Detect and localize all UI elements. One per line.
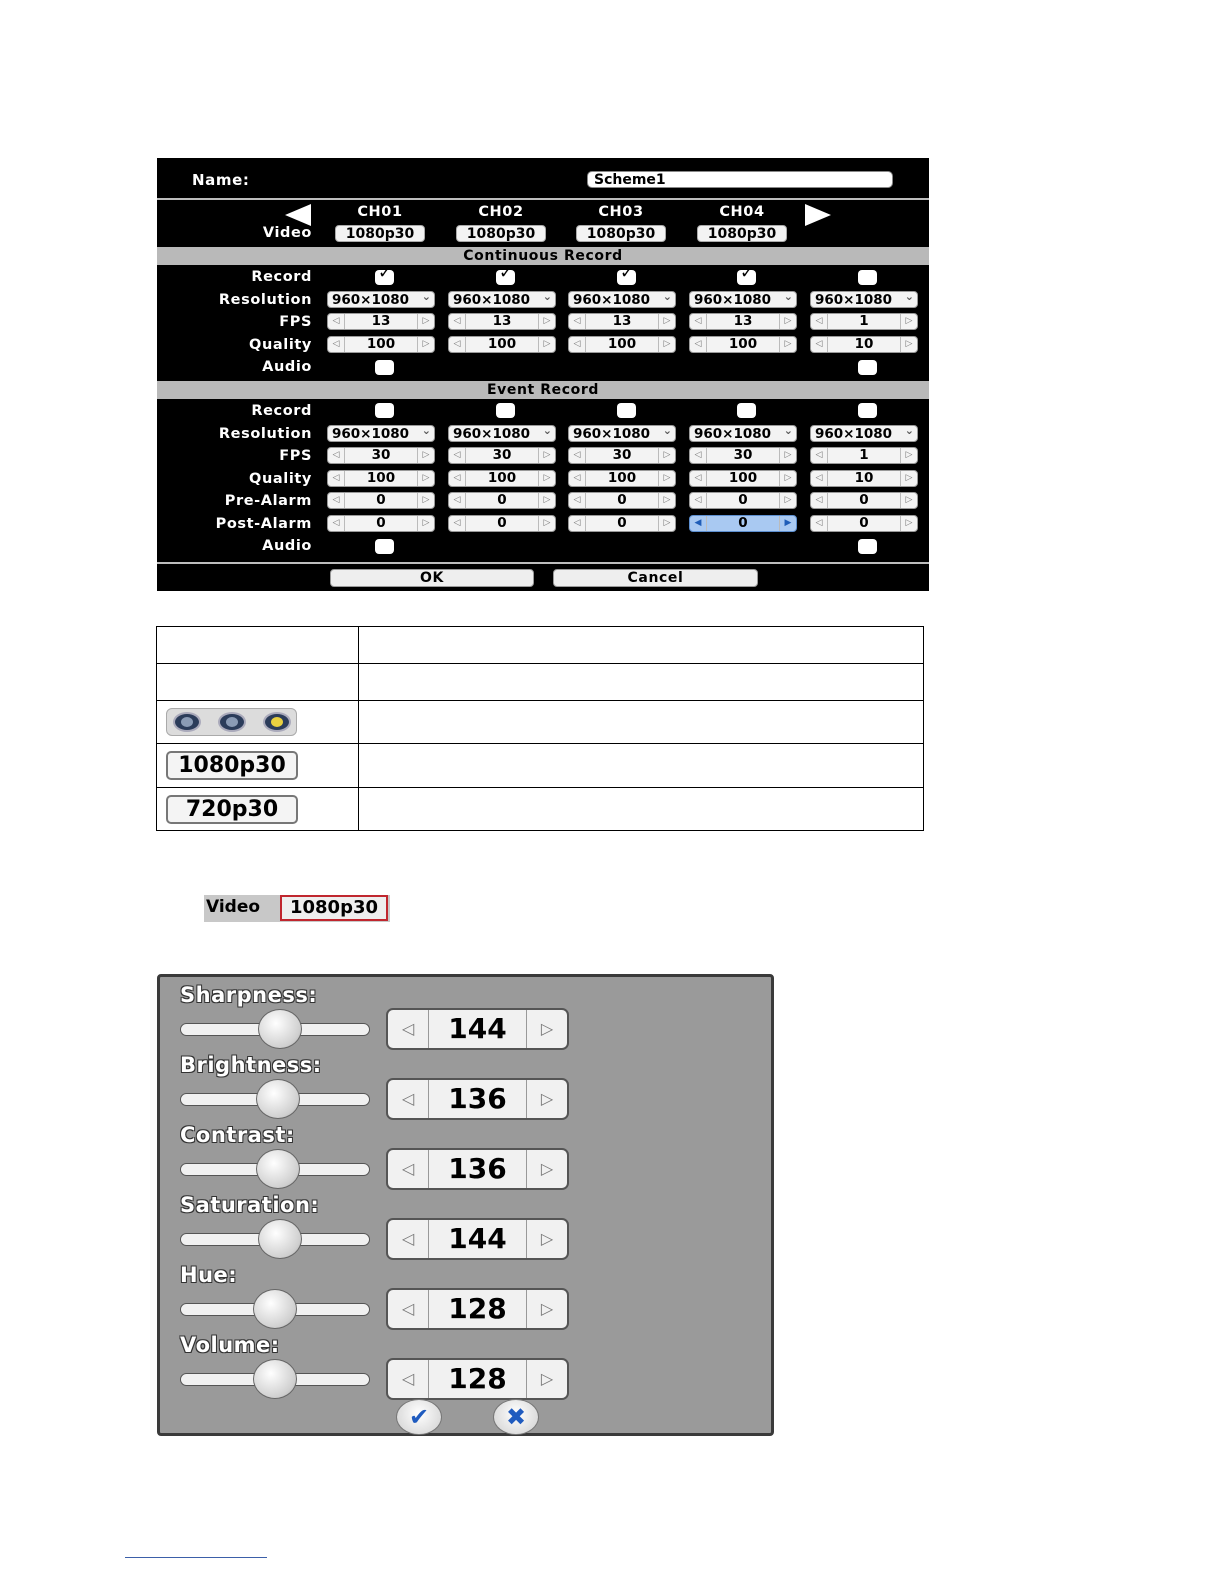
right-arrow-icon[interactable]: ▷	[526, 1080, 567, 1118]
video-format-ch03[interactable]: 1080p30	[576, 225, 666, 242]
cont-record-checkbox-5[interactable]	[858, 270, 877, 285]
cont-fps-label: FPS	[279, 314, 312, 330]
hue-slider-knob[interactable]	[253, 1289, 297, 1329]
event-quality-stepper-2[interactable]: ◁ 100 ▷	[448, 470, 556, 487]
scheme-name-input[interactable]: Scheme1	[587, 171, 893, 188]
event-fps-stepper-4[interactable]: ◁ 30 ▷	[689, 447, 797, 464]
right-arrow-icon[interactable]: ▷	[658, 448, 675, 463]
left-arrow-icon[interactable]: ◁	[449, 516, 466, 531]
video-format-highlight[interactable]: 1080p30	[280, 895, 388, 921]
event-pre-alarm-stepper-1[interactable]: ◁ 0 ▷	[327, 492, 435, 509]
right-arrow-icon[interactable]: ▷	[417, 314, 434, 329]
sharpness-stepper[interactable]: ◁ 144 ▷	[386, 1008, 569, 1050]
left-arrow-icon[interactable]: ◁	[690, 448, 707, 463]
right-arrow-icon[interactable]: ▷	[779, 493, 796, 508]
right-arrow-icon[interactable]: ▷	[538, 493, 555, 508]
event-fps-label: FPS	[279, 448, 312, 464]
left-arrow-icon[interactable]: ◁	[690, 337, 707, 352]
cont-resolution-select-5[interactable]: 960×1080 ⌄	[810, 291, 918, 308]
right-arrow-icon[interactable]: ▷	[900, 471, 917, 486]
event-pre-alarm-stepper-4[interactable]: ◁ 0 ▷	[689, 492, 797, 509]
saturation-slider-knob[interactable]	[258, 1219, 302, 1259]
cont-resolution-select-1[interactable]: 960×1080 ⌄	[327, 291, 435, 308]
video-format-ch02[interactable]: 1080p30	[456, 225, 546, 242]
left-arrow-icon[interactable]: ◁	[388, 1150, 429, 1188]
event-post-alarm-stepper-1[interactable]: ◁ 0 ▷	[327, 515, 435, 532]
contrast-slider-knob[interactable]	[256, 1149, 300, 1189]
brightness-label: Brightness:	[180, 1053, 322, 1077]
video-format-ch01[interactable]: 1080p30	[335, 225, 425, 242]
right-arrow-icon[interactable]: ▷	[417, 493, 434, 508]
event-record-checkbox-5[interactable]	[858, 403, 877, 418]
cont-quality-label: Quality	[249, 337, 312, 353]
right-arrow-icon[interactable]: ▷	[538, 471, 555, 486]
event-audio-checkbox-5[interactable]	[858, 539, 877, 554]
video-label: Video	[262, 225, 312, 241]
adjust-dot-icon	[173, 712, 201, 732]
right-arrow-icon[interactable]: ▷	[658, 516, 675, 531]
right-arrow-icon[interactable]: ▷	[900, 314, 917, 329]
footer-link-underline	[125, 1557, 267, 1558]
cont-quality-stepper-1[interactable]: ◁ 100 ▷	[327, 336, 435, 353]
cont-quality-stepper-4[interactable]: ◁ 100 ▷	[689, 336, 797, 353]
left-arrow-icon[interactable]: ◁	[388, 1010, 429, 1048]
left-arrow-icon[interactable]: ◁	[328, 471, 345, 486]
confirm-check-icon[interactable]: ✔	[396, 1399, 442, 1435]
event-post-alarm-stepper-4[interactable]: ◀ 0 ▶	[689, 515, 797, 532]
event-resolution-select-5[interactable]: 960×1080 ⌄	[810, 425, 918, 442]
left-arrow-icon[interactable]: ◁	[569, 516, 586, 531]
right-arrow-icon[interactable]: ▷	[658, 337, 675, 352]
table-row	[157, 701, 924, 744]
left-arrow-icon[interactable]: ◁	[569, 471, 586, 486]
event-record-checkbox-1[interactable]	[375, 403, 394, 418]
channel-header-ch03: CH03	[598, 204, 644, 220]
event-resolution-select-1[interactable]: 960×1080 ⌄	[327, 425, 435, 442]
record-scheme-panel	[157, 158, 929, 591]
cont-resolution-select-2[interactable]: 960×1080 ⌄	[448, 291, 556, 308]
left-arrow-icon[interactable]: ◁	[388, 1080, 429, 1118]
left-arrow-icon[interactable]: ◁	[569, 493, 586, 508]
right-arrow-icon[interactable]: ▷	[538, 337, 555, 352]
left-arrow-icon[interactable]: ◁	[388, 1360, 429, 1398]
table-row	[157, 664, 924, 701]
left-arrow-icon[interactable]: ◁	[811, 314, 828, 329]
contrast-stepper[interactable]: ◁ 136 ▷	[386, 1148, 569, 1190]
left-arrow-icon[interactable]: ◁	[569, 314, 586, 329]
cont-fps-stepper-5[interactable]: ◁ 1 ▷	[810, 313, 918, 330]
table-row	[157, 627, 924, 664]
event-post-alarm-stepper-5[interactable]: ◁ 0 ▷	[810, 515, 918, 532]
image-adjust-icon	[166, 708, 297, 736]
description-table	[156, 626, 924, 831]
cont-audio-label: Audio	[262, 359, 312, 375]
cont-record-checkbox-3[interactable]	[617, 270, 636, 285]
sharpness-slider-knob[interactable]	[258, 1009, 302, 1049]
cont-fps-stepper-3[interactable]: ◁ 13 ▷	[568, 313, 676, 330]
continuous-record-header: Continuous Record	[157, 247, 929, 265]
event-record-checkbox-2[interactable]	[496, 403, 515, 418]
name-label: Name:	[192, 171, 250, 189]
left-arrow-icon[interactable]: ◁	[449, 337, 466, 352]
right-arrow-icon[interactable]: ▷	[417, 516, 434, 531]
right-arrow-icon[interactable]: ▷	[658, 471, 675, 486]
channel-header-ch01: CH01	[357, 204, 403, 220]
cont-record-checkbox-2[interactable]	[496, 270, 515, 285]
event-audio-checkbox-1[interactable]	[375, 539, 394, 554]
right-arrow-icon[interactable]: ▷	[417, 337, 434, 352]
right-arrow-icon[interactable]: ▷	[779, 471, 796, 486]
event-resolution-select-4[interactable]: 960×1080 ⌄	[689, 425, 797, 442]
left-arrow-icon[interactable]: ◁	[449, 448, 466, 463]
cont-resolution-select-3[interactable]: 960×1080 ⌄	[568, 291, 676, 308]
left-arrow-icon[interactable]: ◁	[811, 493, 828, 508]
left-arrow-icon[interactable]: ◁	[449, 471, 466, 486]
left-arrow-icon[interactable]: ◁	[388, 1220, 429, 1258]
left-arrow-icon[interactable]: ◁	[811, 337, 828, 352]
right-arrow-icon[interactable]: ▷	[538, 516, 555, 531]
event-record-checkbox-3[interactable]	[617, 403, 636, 418]
event-quality-stepper-1[interactable]: ◁ 100 ▷	[327, 470, 435, 487]
volume-label: Volume:	[180, 1333, 280, 1357]
event-resolution-label: Resolution	[218, 426, 312, 442]
table-row	[157, 744, 924, 788]
video-720p30-button-sample: 720p30	[166, 795, 298, 824]
event-quality-stepper-4[interactable]: ◁ 100 ▷	[689, 470, 797, 487]
right-arrow-icon[interactable]: ▷	[900, 337, 917, 352]
cont-record-checkbox-4[interactable]	[737, 270, 756, 285]
brightness-slider-knob[interactable]	[256, 1079, 300, 1119]
event-fps-stepper-1[interactable]: ◁ 30 ▷	[327, 447, 435, 464]
event-audio-label: Audio	[262, 538, 312, 554]
color-dot-icon	[263, 712, 291, 732]
brightness-stepper[interactable]: ◁ 136 ▷	[386, 1078, 569, 1120]
left-arrow-icon[interactable]: ◁	[811, 448, 828, 463]
right-arrow-icon[interactable]: ▷	[658, 314, 675, 329]
cont-record-label: Record	[251, 269, 312, 285]
left-arrow-icon[interactable]: ◁	[569, 337, 586, 352]
right-arrow-icon[interactable]: ▷	[538, 448, 555, 463]
event-pre-alarm-stepper-5[interactable]: ◁ 0 ▷	[810, 492, 918, 509]
cont-fps-stepper-1[interactable]: ◁ 13 ▷	[327, 313, 435, 330]
left-arrow-icon[interactable]: ◁	[811, 471, 828, 486]
hue-label: Hue:	[180, 1263, 238, 1287]
prev-channels-arrow-icon[interactable]	[285, 204, 311, 226]
contrast-label: Contrast:	[180, 1123, 295, 1147]
left-arrow-icon[interactable]: ◁	[328, 493, 345, 508]
event-fps-stepper-5[interactable]: ◁ 1 ▷	[810, 447, 918, 464]
left-arrow-icon[interactable]: ◁	[811, 516, 828, 531]
left-arrow-icon[interactable]: ◁	[328, 448, 345, 463]
left-arrow-icon[interactable]: ◁	[388, 1290, 429, 1328]
next-channels-arrow-icon[interactable]	[805, 204, 831, 226]
cont-resolution-select-4[interactable]: 960×1080 ⌄	[689, 291, 797, 308]
cont-resolution-label: Resolution	[218, 292, 312, 308]
right-arrow-icon[interactable]: ▷	[526, 1150, 567, 1188]
right-arrow-icon[interactable]: ▷	[779, 314, 796, 329]
right-arrow-icon[interactable]: ▷	[900, 516, 917, 531]
divider	[157, 198, 929, 200]
image-adjust-panel	[157, 974, 774, 1436]
video-label: Video	[206, 897, 261, 917]
event-record-label: Record	[251, 403, 312, 419]
right-arrow-icon[interactable]: ▷	[526, 1220, 567, 1258]
event-post-alarm-stepper-3[interactable]: ◁ 0 ▷	[568, 515, 676, 532]
volume-stepper[interactable]: ◁ 128 ▷	[386, 1358, 569, 1400]
right-arrow-icon[interactable]: ▷	[417, 448, 434, 463]
volume-slider-knob[interactable]	[253, 1359, 297, 1399]
right-arrow-icon[interactable]: ▷	[538, 314, 555, 329]
right-arrow-icon[interactable]: ▷	[526, 1290, 567, 1328]
left-arrow-icon[interactable]: ◁	[328, 314, 345, 329]
cont-quality-stepper-2[interactable]: ◁ 100 ▷	[448, 336, 556, 353]
left-arrow-icon[interactable]: ◁	[449, 314, 466, 329]
hue-stepper[interactable]: ◁ 128 ▷	[386, 1288, 569, 1330]
event-record-header: Event Record	[157, 381, 929, 399]
event-pre-alarm-stepper-3[interactable]: ◁ 0 ▷	[568, 492, 676, 509]
cont-quality-stepper-5[interactable]: ◁ 10 ▷	[810, 336, 918, 353]
right-arrow-icon[interactable]: ▷	[900, 493, 917, 508]
table-row	[157, 788, 924, 831]
video-format-snippet	[204, 895, 390, 922]
left-arrow-icon[interactable]: ◁	[690, 314, 707, 329]
cont-fps-stepper-4[interactable]: ◁ 13 ▷	[689, 313, 797, 330]
event-post-alarm-stepper-2[interactable]: ◁ 0 ▷	[448, 515, 556, 532]
saturation-label: Saturation:	[180, 1193, 320, 1217]
sharpness-label: Sharpness:	[180, 983, 318, 1007]
left-arrow-icon[interactable]: ◀	[690, 516, 707, 531]
left-arrow-icon[interactable]: ◁	[328, 337, 345, 352]
right-arrow-icon[interactable]: ▷	[526, 1010, 567, 1048]
right-arrow-icon[interactable]: ▷	[779, 448, 796, 463]
video-format-ch04[interactable]: 1080p30	[697, 225, 787, 242]
cancel-x-icon[interactable]: ✖	[493, 1399, 539, 1435]
left-arrow-icon[interactable]: ◁	[328, 516, 345, 531]
cont-record-checkbox-1[interactable]	[375, 270, 394, 285]
right-arrow-icon[interactable]: ▷	[779, 337, 796, 352]
cont-audio-checkbox-5[interactable]	[858, 360, 877, 375]
cont-fps-stepper-2[interactable]: ◁ 13 ▷	[448, 313, 556, 330]
event-quality-stepper-3[interactable]: ◁ 100 ▷	[568, 470, 676, 487]
saturation-stepper[interactable]: ◁ 144 ▷	[386, 1218, 569, 1260]
event-pre-alarm-stepper-2[interactable]: ◁ 0 ▷	[448, 492, 556, 509]
event-record-checkbox-4[interactable]	[737, 403, 756, 418]
event-fps-stepper-3[interactable]: ◁ 30 ▷	[568, 447, 676, 464]
adjust-dot-icon	[218, 712, 246, 732]
right-arrow-icon[interactable]: ▷	[526, 1360, 567, 1398]
cont-quality-stepper-3[interactable]: ◁ 100 ▷	[568, 336, 676, 353]
cancel-button[interactable]: Cancel	[553, 569, 758, 587]
left-arrow-icon[interactable]: ◁	[569, 448, 586, 463]
channel-header-ch02: CH02	[478, 204, 524, 220]
right-arrow-icon[interactable]: ▷	[658, 493, 675, 508]
channel-header-ch04: CH04	[719, 204, 765, 220]
event-resolution-select-2[interactable]: 960×1080 ⌄	[448, 425, 556, 442]
event-quality-stepper-5[interactable]: ◁ 10 ▷	[810, 470, 918, 487]
event-pre-alarm-label: Pre-Alarm	[224, 493, 312, 509]
divider	[157, 562, 929, 564]
left-arrow-icon[interactable]: ◁	[690, 471, 707, 486]
right-arrow-icon[interactable]: ▷	[417, 471, 434, 486]
right-arrow-icon[interactable]: ▷	[900, 448, 917, 463]
event-resolution-select-3[interactable]: 960×1080 ⌄	[568, 425, 676, 442]
right-arrow-icon[interactable]: ▶	[779, 516, 796, 531]
ok-button[interactable]: OK	[330, 569, 534, 587]
event-quality-label: Quality	[249, 471, 312, 487]
video-1080p30-button-sample: 1080p30	[166, 751, 298, 780]
event-post-alarm-label: Post-Alarm	[215, 516, 312, 532]
left-arrow-icon[interactable]: ◁	[449, 493, 466, 508]
cont-audio-checkbox-1[interactable]	[375, 360, 394, 375]
left-arrow-icon[interactable]: ◁	[690, 493, 707, 508]
event-fps-stepper-2[interactable]: ◁ 30 ▷	[448, 447, 556, 464]
